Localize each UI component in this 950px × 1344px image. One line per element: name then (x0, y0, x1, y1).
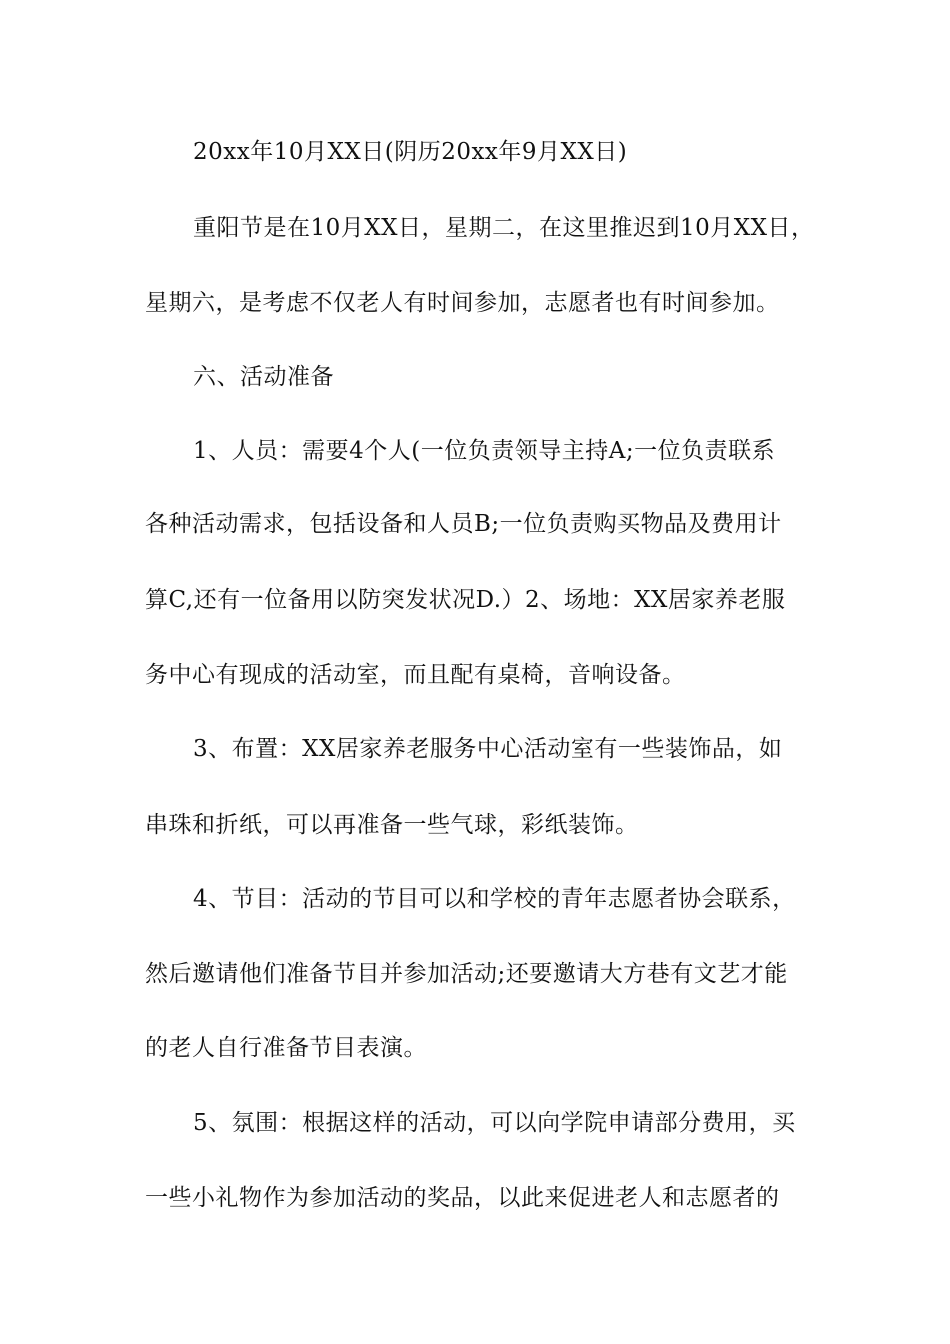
paragraph-line: 一些小礼物作为参加活动的奖品，以此来促进老人和志愿者的 (145, 1185, 780, 1211)
section-heading: 六、活动准备 (193, 364, 334, 390)
paragraph-line: 5、氛围：根据这样的活动，可以向学院申请部分费用，买 (193, 1110, 796, 1136)
paragraph-line: 各种活动需求，包括设备和人员B;一位负责购买物品及费用计 (145, 511, 782, 537)
paragraph-line: 的老人自行准备节目表演。 (145, 1035, 427, 1061)
date-line: 20xx年10月XX日(阴历20xx年9月XX日) (193, 139, 628, 165)
paragraph-line: 然后邀请他们准备节目并参加活动;还要邀请大方巷有文艺才能 (145, 961, 788, 987)
paragraph-line: 1、人员：需要4个人(一位负责领导主持A;一位负责联系 (193, 438, 776, 464)
paragraph-line: 串珠和折纸，可以再准备一些气球，彩纸装饰。 (145, 812, 639, 838)
paragraph-line: 星期六，是考虑不仅老人有时间参加，志愿者也有时间参加。 (145, 290, 780, 316)
paragraph-line: 重阳节是在10月XX日，星期二，在这里推迟到10月XX日， (193, 215, 815, 241)
paragraph-line: 4、节目：活动的节目可以和学校的青年志愿者协会联系， (193, 886, 796, 912)
paragraph-line: 3、布置：XX居家养老服务中心活动室有一些装饰品，如 (193, 736, 783, 762)
paragraph-line: 算C,还有一位备用以防突发状况D.）2、场地：XX居家养老服 (145, 587, 786, 613)
paragraph-line: 务中心有现成的活动室，而且配有桌椅，音响设备。 (145, 662, 686, 688)
